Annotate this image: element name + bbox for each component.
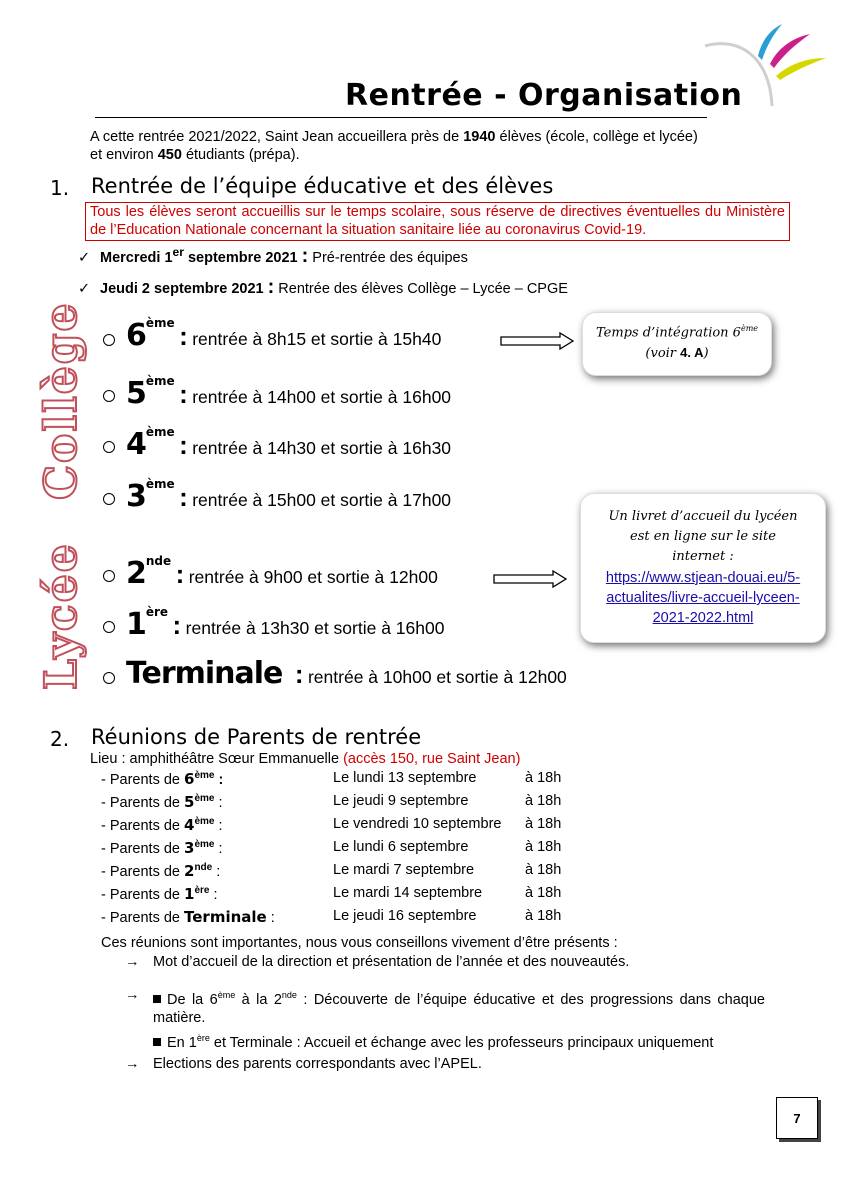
bullet-circle: [103, 621, 115, 633]
table-row: - Parents de 6ème : Le lundi 13 septembre à 18h: [101, 770, 562, 788]
parents-meeting-table: [101, 770, 581, 931]
grade-level: 6ème: [126, 316, 175, 353]
section2-title: Réunions de Parents de rentrée: [91, 725, 422, 749]
grade-level: 2nde: [126, 554, 172, 591]
grade-row-3: 3ème : rentrée à 15h00 et sortie à 17h00: [126, 477, 452, 514]
section1-number: 1.: [50, 176, 70, 200]
grade-level: Terminale: [126, 656, 283, 691]
title-underline: [95, 117, 707, 118]
list-item: → Mot d’accueil de la direction et présentation de l’année et des nouveautés.: [125, 954, 630, 970]
bullet-circle: [103, 672, 115, 684]
grade-level: 3ème: [126, 477, 175, 514]
table-row: - Parents de Terminale : Le jeudi 16 septembre à 18h: [101, 908, 562, 926]
list-item: → Elections des parents correspondants avec l’APEL.: [125, 1056, 482, 1072]
table-row: - Parents de 2nde : Le mardi 7 septembre à 18h: [101, 862, 562, 880]
grade-row-2: 2nde : rentrée à 9h00 et sortie à 12h00: [126, 554, 438, 591]
square-bullet-icon: [153, 1038, 161, 1046]
grade-level: 1ère: [126, 605, 169, 642]
list-item: → De la 6ème à la 2nde : Découverte de l’équipe éducative et des progressions dans chaque matière. En 1ère et Terminale : Accueil et échange avec les professeurs principaux uniquement: [125, 987, 765, 1051]
livret-accueil-link[interactable]: https://www.stjean-douai.eu/5-actualites/livre-accueil-lyceen-2021-2022.html: [605, 570, 801, 626]
grade-row-5: 5ème : rentrée à 14h00 et sortie à 16h00: [126, 374, 452, 411]
arrow-icon: →: [125, 954, 140, 970]
callout-livret-accueil: Un livret d’accueil du lycéen est en ligne sur le site internet : https://www.stjean-douai.eu/5-actualites/livre-accueil-lyceen-2021-2022.html: [580, 493, 826, 643]
arrow-icon: →: [125, 987, 140, 1003]
section2-number: 2.: [50, 727, 70, 751]
bullet-circle: [103, 493, 115, 505]
callout-integration: Temps d’intégration 6ème (voir 4. A): [582, 312, 772, 376]
lycee-vertical-label: Lycée: [36, 542, 87, 690]
meeting-location: Lieu : amphithéâtre Sœur Emmanuelle (accès 150, rue Saint Jean): [90, 751, 521, 767]
page-number: 7: [776, 1097, 818, 1139]
page-title: Rentrée - Organisation: [345, 78, 743, 113]
table-row: - Parents de 4ème : Le vendredi 10 septembre à 18h: [101, 816, 562, 834]
important-note: Ces réunions sont importantes, nous vous conseillons vivement d’être présents :: [101, 935, 618, 951]
grade-row-1: 1ère : rentrée à 13h30 et sortie à 16h00: [126, 605, 445, 642]
table-row: - Parents de 3ème : Le lundi 6 septembre à 18h: [101, 839, 562, 857]
section1-title: Rentrée de l’équipe éducative et des élèves: [91, 174, 554, 198]
arrow-right-icon: [500, 332, 575, 350]
bullet-circle: [103, 441, 115, 453]
grade-level: 4ème: [126, 425, 175, 462]
arrow-icon: →: [125, 1056, 140, 1072]
square-bullet-icon: [153, 995, 161, 1003]
check-item-rentree-eleves: ✓ Jeudi 2 septembre 2021 : Rentrée des élèves Collège – Lycée – CPGE: [78, 276, 568, 298]
grade-row-6: 6ème : rentrée à 8h15 et sortie à 15h40: [126, 316, 442, 353]
bullet-circle: [103, 334, 115, 346]
checkmark-icon: ✓: [78, 281, 91, 297]
bullet-circle: [103, 570, 115, 582]
sanitary-notice: Tous les élèves seront accueillis sur le temps scolaire, sous réserve de directives éventuelles du Ministère de l’Education Nationale concernant la situation sanitaire liée au coronavirus Covid-19.: [85, 202, 790, 241]
grade-level: 5ème: [126, 374, 175, 411]
arrow-right-icon: [493, 570, 568, 588]
bullet-circle: [103, 390, 115, 402]
checkmark-icon: ✓: [78, 250, 91, 266]
grade-row-terminale: Terminale : rentrée à 10h00 et sortie à 12h00: [126, 656, 567, 691]
table-row: - Parents de 5ème : Le jeudi 9 septembre à 18h: [101, 793, 562, 811]
intro-paragraph: A cette rentrée 2021/2022, Saint Jean accueillera près de 1940 élèves (école, collège et lycée) et environ 450 étudiants (prépa).: [90, 129, 698, 163]
grade-row-4: 4ème : rentrée à 14h30 et sortie à 16h30: [126, 425, 452, 462]
check-item-prerentree: ✓ Mercredi 1er septembre 2021 : Pré-rentrée des équipes: [78, 245, 468, 267]
table-row: - Parents de 1ère : Le mardi 14 septembre à 18h: [101, 885, 562, 903]
college-vertical-label: Collège: [36, 301, 87, 500]
